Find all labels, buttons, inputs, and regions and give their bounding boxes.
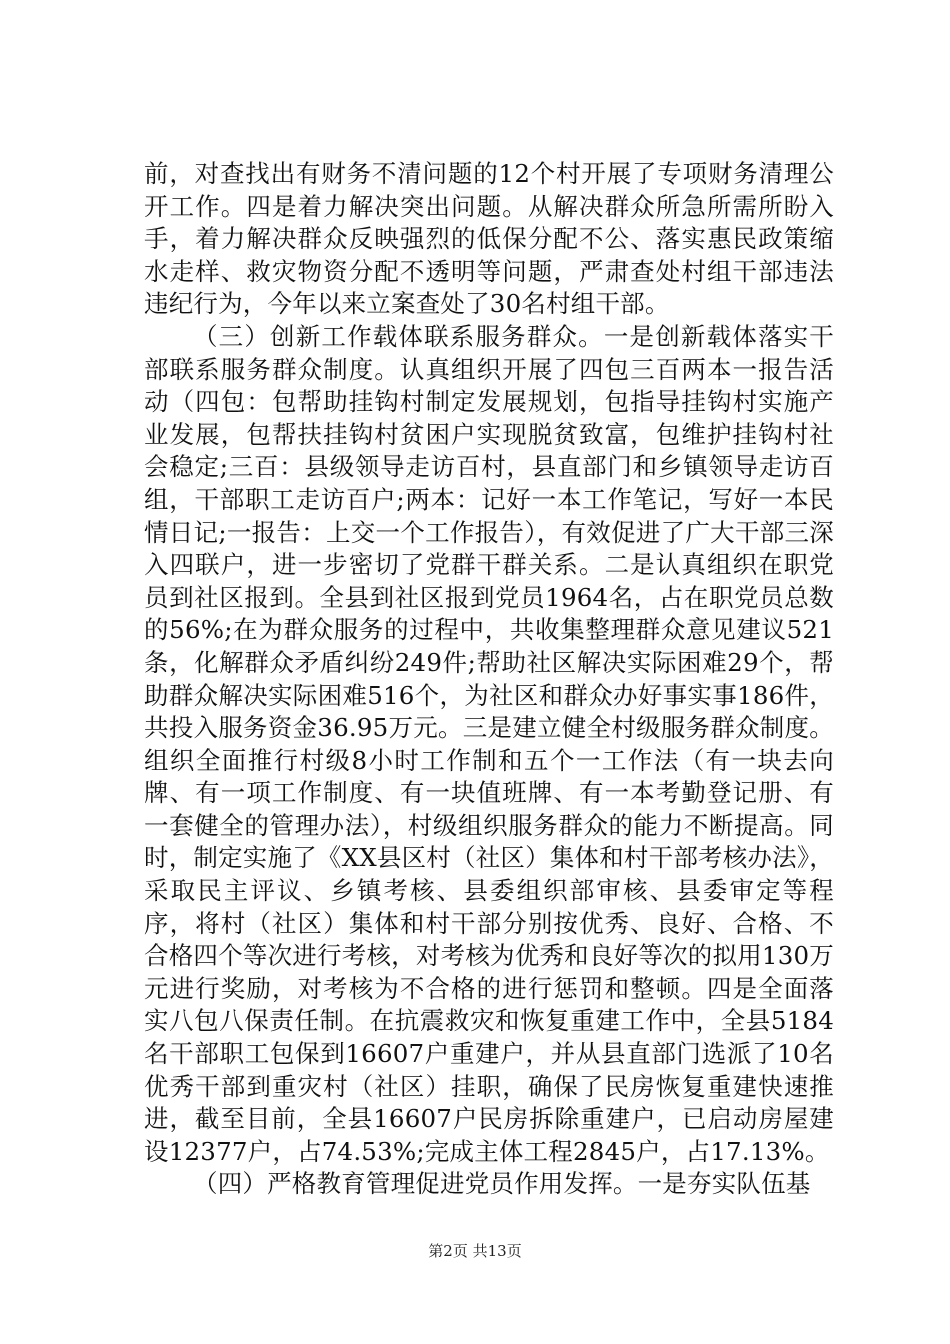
paragraph-section-3: （三）创新工作载体联系服务群众。一是创新载体落实干部联系服务群众制度。认真组织开展了四包三百两本一报告活动（四包：包帮助挂钩村制定发展规划，包指导挂钩村实施产业发展，包帮扶挂钩村贫困户实现脱贫致富，包维护挂钩村社会稳定;三百：县级领导走访百村，县直部门和乡镇领导走访百组，干部职工走访百户;两本：记好一本工作笔记，写好一本民情日记;一报告：上交一个工作报告），有效促进了广大干部三深入四联户，进一步密切了党群干群关系。二是认真组织在职党员到社区报到。全县到社区报到党员1964名，占在职党员总数的56%;在为群众服务的过程中，共收集整理群众意见建议521条，化解群众矛盾纠纷249件;帮助社区解决实际困难29个，帮助群众解决实际困难516个，为社区和群众办好事实事186件，共投入服务资金36.95万元。三是建立健全村级服务群众制度。组织全面推行村级8小时工作制和五个一工作法（有一块去向牌、有一项工作制度、有一块值班牌、有一本考勤登记册、有一套健全的管理办法），村级组织服务群众的能力不断提高。同时，制定实施了《XX县区村（社区）集体和村干部考核办法》，采取民主评议、乡镇考核、县委组织部审核、县委审定等程序，将村（社区）集体和村干部分别按优秀、良好、合格、不合格四个等次进行考核，对考核为优秀和良好等次的拟用130万元进行奖励，对考核为不合格的进行惩罚和整顿。四是全面落实八包八保责任制。在抗震救灾和恢复重建工作中，全县5184名干部职工包保到16607户重建户，并从县直部门选派了10名优秀干部到重灾村（社区）挂职，确保了民房恢复重建快速推进，截至目前，全县16607户民房拆除重建户，已启动房屋建设12377户，占74.53%;完成主体工程2845户，占17.13%。 [144,321,834,1166]
body-text [144,158,834,1201]
page-footer: 第2页 共13页 [428,1242,522,1260]
paragraph-continuation: 前，对查找出有财务不清问题的12个村开展了专项财务清理公开工作。四是着力解决突出问题。从解决群众所急所需所盼入手，着力解决群众反映强烈的低保分配不公、落实惠民政策缩水走样、救灾物资分配不透明等问题，严肃查处村组干部违法违纪行为，今年以来立案查处了30名村组干部。 [144,159,834,319]
paragraph-section-4: （四）严格教育管理促进党员作用发挥。一是夯实队伍基 [193,1169,811,1199]
